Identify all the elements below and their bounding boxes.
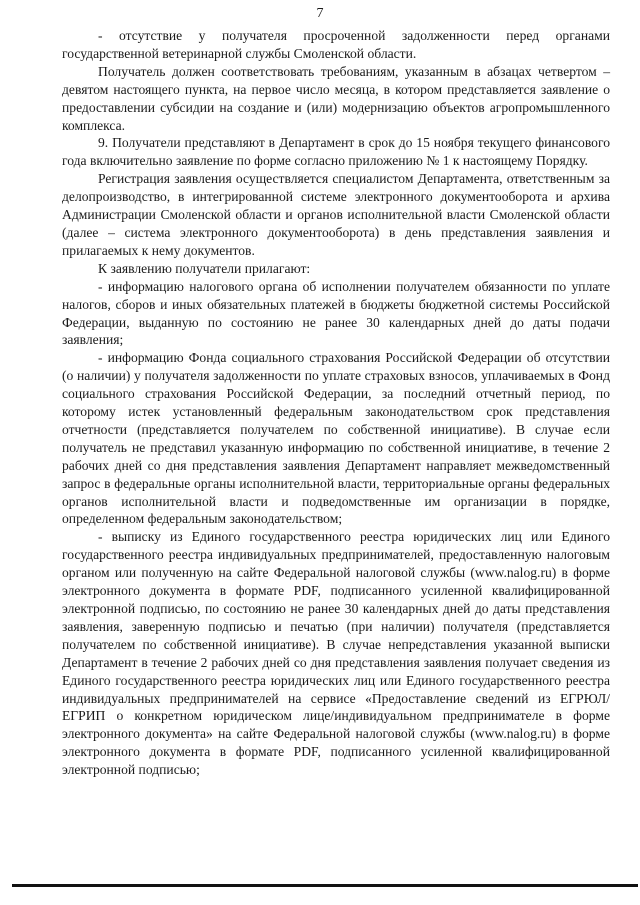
paragraph-requirements-date: Получатель должен соответствовать требованиям, указанным в абзацах четвертом – девятом настоящего пункта, на первое число месяца, в котором представляется заявление о предоставлении субсидии на создание и (или) модернизацию объектов агропромышленного комплекса. bbox=[62, 63, 610, 133]
paragraph-application-deadline: 9. Получатели представляют в Департамент в срок до 15 ноября текущего финансового года включительно заявление по форме согласно приложению № 1 к настоящему Порядку. bbox=[62, 135, 610, 169]
paragraph-vet-debt: - отсутствие у получателя просроченной задолженности перед органами государственной ветеринарной службы Смоленской области. bbox=[62, 28, 610, 61]
paragraph-attachments-intro: К заявлению получатели прилагают: bbox=[98, 260, 311, 276]
paragraph-registry-extract: - выписку из Единого государственного реестра юридических лиц или Единого государственного реестра индивидуальных предпринимателей, предоставленную налоговым органом или полученную на сайте Федеральной налоговой службы (www.nalog.ru) в форме электронного документа в формате PDF, подписанного усиленной квалифицированной электронной подписью, по состоянию не ранее 30 календарных дней до даты представления заявления, заверенную подписью и печатью (при наличии) получателя (представляется получателем по собственной инициативе). В случае непредставления указанной выписки Департамент в течение 2 рабочих дней со дня представления заявления получает сведения из Единого государственного реестра юридических лиц или Единого государственного реестра индивидуальных предпринимателей на сервисе «Предоставление сведений из ЕГРЮЛ/ЕГРИП о конкретном юридическом лице/индивидуальном предпринимателе в форме электронного документа» на сайте Федеральной налоговой службы (www.nalog.ru) в форме электронного документа в формате PDF, подписанного усиленной квалифицированной электронной подписью; bbox=[62, 529, 610, 778]
paragraph-registration: Регистрация заявления осуществляется специалистом Департамента, ответственным за делопроизводство, в интегрированной системе электронного документооборота и архива Администрации Смоленской области и органов исполнительной власти Смоленской области (далее – система электронного документооборота) в день представления заявления и прилагаемых к нему документов. bbox=[62, 171, 610, 258]
bottom-divider bbox=[12, 884, 638, 887]
paragraph-tax-info: - информацию налогового органа об исполнении получателем обязанности по уплате налогов, сборов и иных обязательных платежей в бюджеты бюджетной системы Российской Федерации, выданную по состоянию не ранее 30 календарных дней до даты подачи заявления; bbox=[62, 278, 610, 348]
paragraph-social-insurance-info: - информацию Фонда социального страхования Российской Федерации об отсутствии (о наличии) у получателя задолженности по уплате страховых взносов, уплачиваемых в Фонд социального страхования Российской Федерации, за последний отчетный период, по которому истек установленный федеральным законодательством срок представления отчетности (представляется получателем по собственной инициативе). В случае если получатель не представил указанную информацию по собственной инициативе, в течение 2 рабочих дней со дня представления заявления Департамент направляет межведомственный запрос в федеральные органы исполнительной власти, территориальные органы федеральных органов исполнительной власти и подведомственные им организации в порядке, определенном федеральным законодательством; bbox=[62, 350, 610, 527]
document-body bbox=[62, 27, 610, 779]
page-number: 7 bbox=[316, 6, 324, 21]
